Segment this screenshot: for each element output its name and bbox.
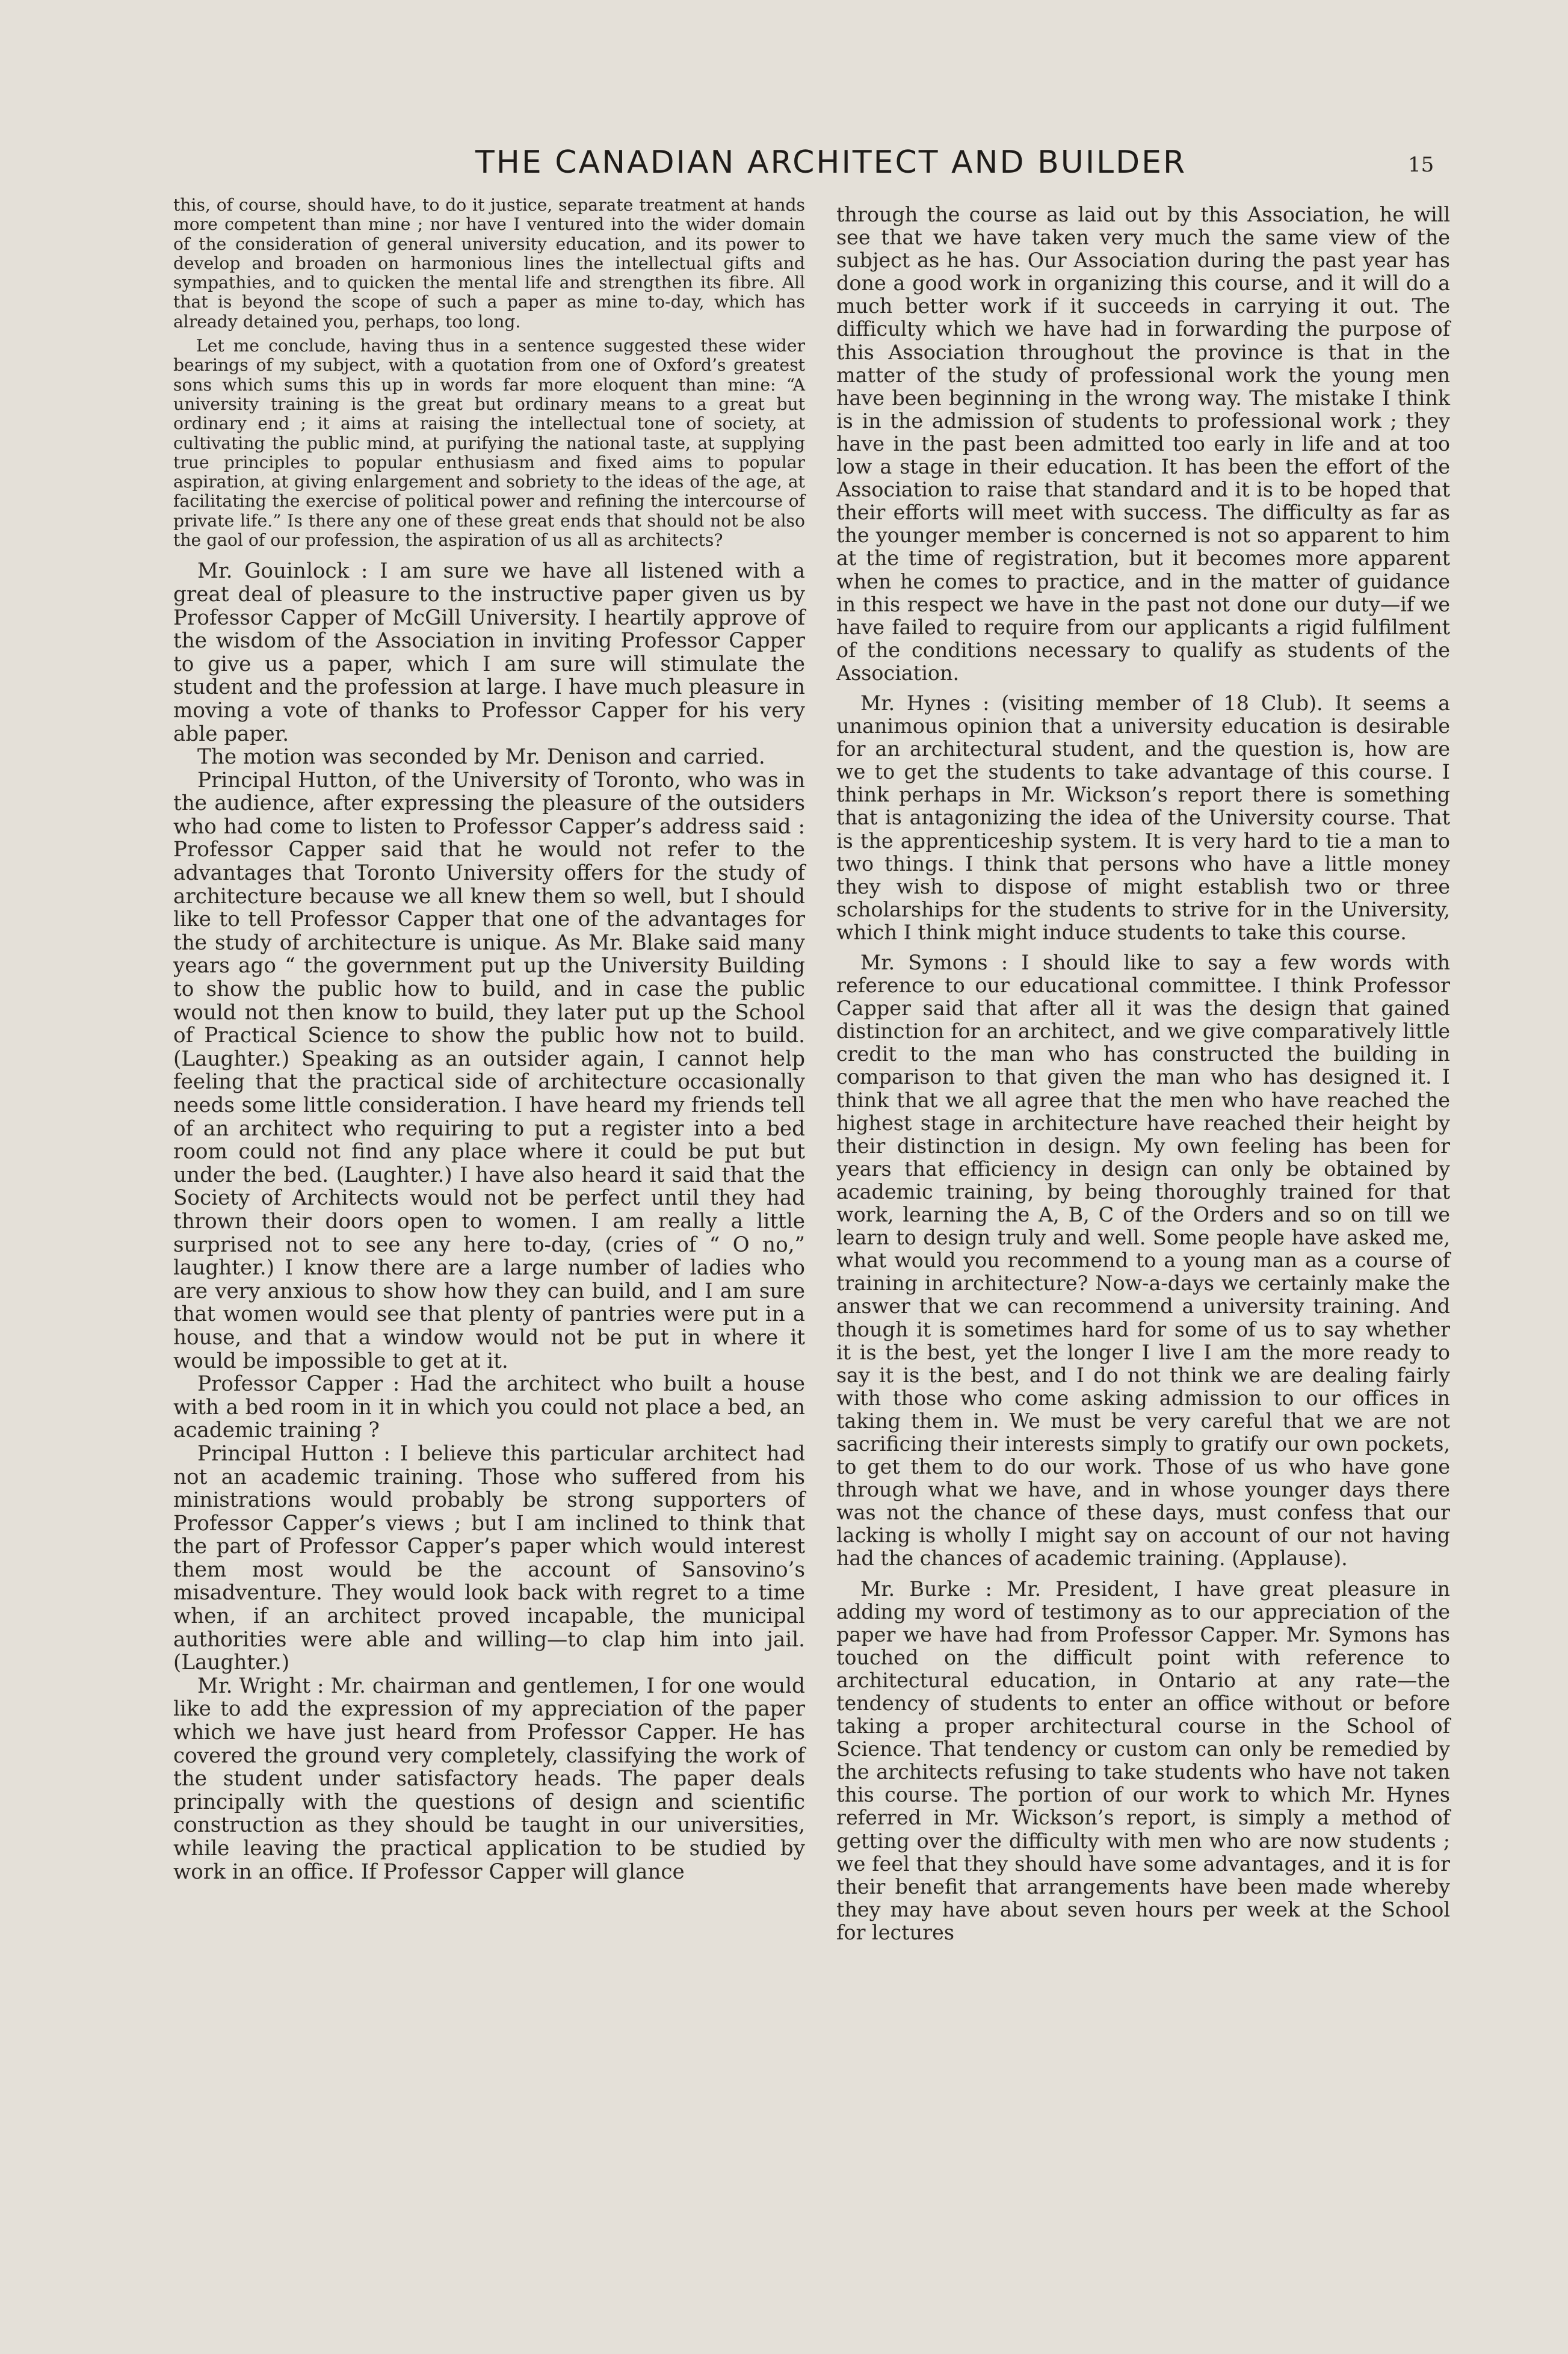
gouinlock-remarks: Mr. Gouinlock : I am sure we have all listened with a great deal of pleasure to the instructive paper given us by Professor Capper of McGill University. I heartily approve of the wisdom of the Association in inviting Professor Capper to give us a paper, which I am sure will stimulate the student and the profession at large. I have much pleasure in moving a vote of thanks to Professor Capper for his very able paper. xyxy=(173,559,805,746)
capper-question: Professor Capper : Had the architect who built a house with a bed room in it in which you could not place a bed, an academic training ? xyxy=(173,1372,805,1443)
burke-remarks: Mr. Burke : Mr. President, I have great pleasure in adding my word of testimony as to our appreciation of the paper we have had from Professor Capper. Mr. Symons has touched on the difficult point with reference to architectural education, in Ontario at any rate—the tendency of students to enter an office without or before taking a proper architectural course in the School of Science. That tendency or custom can only be remedied by the architects refusing to take students who have not taken this course. The portion of our work to which Mr. Hynes referred in Mr. Wickson’s report, is simply a method of getting over the difficulty with men who are now students ; we feel that they should have some advantages, and it is for their benefit that arrangements have been made whereby they may have about seven hours per week at the School for lectures xyxy=(836,1577,1450,1944)
left-column xyxy=(173,196,805,1883)
motion-seconded: The motion was seconded by Mr. Denison and carried. xyxy=(197,745,765,770)
hynes-remarks: Mr. Hynes : (visiting member of 18 Club). It seems a unanimous opinion that a university education is desirable for an architectural student, and the question is, how are we to get the students to take advantage of this course. I think perhaps in Mr. Wickson’s report there is something that is antagonizing the idea of the University course. That is the apprenticeship system. It is very hard to tie a man to two things. I think that persons who have a little money they wish to dispose of might establish two or three scholarships for the students to strive for in the University, which I think might induce students to take this course. xyxy=(836,691,1450,944)
symons-remarks: Mr. Symons : I should like to say a few words with reference to our educational committee. I think Professor Capper said that after all it was the design that gained distinction for an architect, and we give comparatively little credit to the man who has constructed the building in comparison to that given the man who has designed it. I think that we all agree that the men who have reached the highest stage in architecture have reached their height by their distinction in design. My own feeling has been for years that efficiency in design can only be obtained by academic training, by being thoroughly trained for that work, learning the A, B, C of the Orders and so on till we learn to design truly and well. Some people have asked me, what would you recommend to a young man as a course of training in architecture? Now-a-days we certainly make the answer that we can recommend a university training. And though it is sometimes hard for some of us to say whether it is the best, yet the longer I live I am the more ready to say it is the best, and I do not think we are dealing fairly with those who come asking admission to our offices in taking them in. We must be very careful that we are not sacrificing their interests simply to gratify our own pockets, to get them to do our work. Those of us who have gone through what we have, and in whose younger days there was not the chance of these days, must confess that our lacking is wholly I might say on account of our not having had the chances of academic training. (Applause). xyxy=(836,951,1450,1571)
paper-closing-paragraph: this, of course, should have, to do it justice, separate treatment at hands more competent than mine ; nor have I ventured into the wider domain of the consideration of general university education, and its power to develop and broaden on harmonious lines the intellectual gifts and sympathies, and to quicken the mental life and strengthen its fibre. All that is beyond the scope of such a paper as mine to-day, which has already detained you, perhaps, too long. xyxy=(173,195,805,332)
paper-conclusion-quotation: Let me conclude, having thus in a sentence suggested these wider bearings of my subject, with a quotation from one of Oxford’s greatest sons which sums this up in words far more eloquent than mine: “A university training is the great but ordinary means to a great but ordinary end ; it aims at raising the intellectual tone of society, at cultivating the public mind, at purifying the national taste, at supplying true principles to popular enthusiasm and fixed aims to popular aspiration, at giving enlargement and sobriety to the ideas of the age, at facilitating the exercise of political power and refining the intercourse of private life.” Is there any one of these great ends that should not be also the gaol of our profession, the aspiration of us all as architects? xyxy=(173,336,805,551)
hutton-remarks: Principal Hutton, of the University of Toronto, who was in the audience, after expressing the pleasure of the outsiders who had come to listen to Professor Capper’s address said : Professor Capper said that he would not refer to the advantages that Toronto University offers for the study of architecture because we all knew them so well, but I should like to tell Professor Capper that one of the advantages for the study of architecture is unique. As Mr. Blake said many years ago “ the government put up the University Building to show the public how to build, and in case the public would not then know to build, they later put up the School of Practical Science to show the public how not to build. (Laughter.) Speaking as an outsider again, I cannot help feeling that the practical side of architecture occasionally needs some little consideration. I have heard my friends tell of an architect who requiring to put a register into a bed room could not find any place where it could be put but under the bed. (Laughter.) I have also heard it said that the Society of Architects would not be perfect until they had thrown their doors open to women. I am really a little surprised not to see any here to-day, (cries of “ O no,” laughter.) I know there are a large number of ladies who are very anxious to show how they can build, and I am sure that women would see that plenty of pantries were put in a house, and that a window would not be put in where it would be impossible to get at it. xyxy=(173,768,805,1373)
running-header-title: THE CANADIAN ARCHITECT AND BUILDER xyxy=(475,144,1187,181)
wright-remarks-continued: through the course as laid out by this Association, he will see that we have taken very much the same view of the subject as he has. Our Association during the past year has done a good work in organizing this course, and it will do a much better work if it succeeds in carrying it out. The difficulty which we have had in forwarding the purpose of this Association throughout the province is that in the matter of the study of professional work the young men have been beginning in the wrong way. The mistake I think is in the admission of students to professional work ; they have in the past been admitted too early in life and at too low a stage in their education. It has been the effort of the Association to raise that standard and it is to be hoped that their efforts will meet with success. The difficulty as far as the younger member is concerned is not so apparent to him at the time of registration, but it becomes more apparent when he comes to practice, and in the matter of guidance in this respect we have in the past not done our duty—if we have failed to require from our applicants a rigid fulfilment of the conditions necessary to qualify as students of the Association. xyxy=(836,203,1450,685)
page-number: 15 xyxy=(1408,153,1434,177)
right-column xyxy=(836,203,1450,1944)
hutton-reply: Principal Hutton : I believe this particular architect had not an academic training. Those who suffered from his ministrations would probably be strong supporters of Professor Capper’s views ; but I am inclined to think that the part of Professor Capper’s paper which would interest them most would be the account of Sansovino’s misadventure. They would look back with regret to a time when, if an architect proved incapable, the municipal authorities were able and willing—to clap him into jail. (Laughter.) xyxy=(173,1441,805,1675)
wright-remarks: Mr. Wright : Mr. chairman and gentlemen, I for one would like to add the expression of my appreciation of the paper which we have just heard from Professor Capper. He has covered the ground very completely, classifying the work of the student under satisfactory heads. The paper deals principally with the questions of design and scientific construction as they should be taught in our universities, while leaving the practical application to be studied by work in an office. If Professor Capper will glance xyxy=(173,1673,805,1884)
